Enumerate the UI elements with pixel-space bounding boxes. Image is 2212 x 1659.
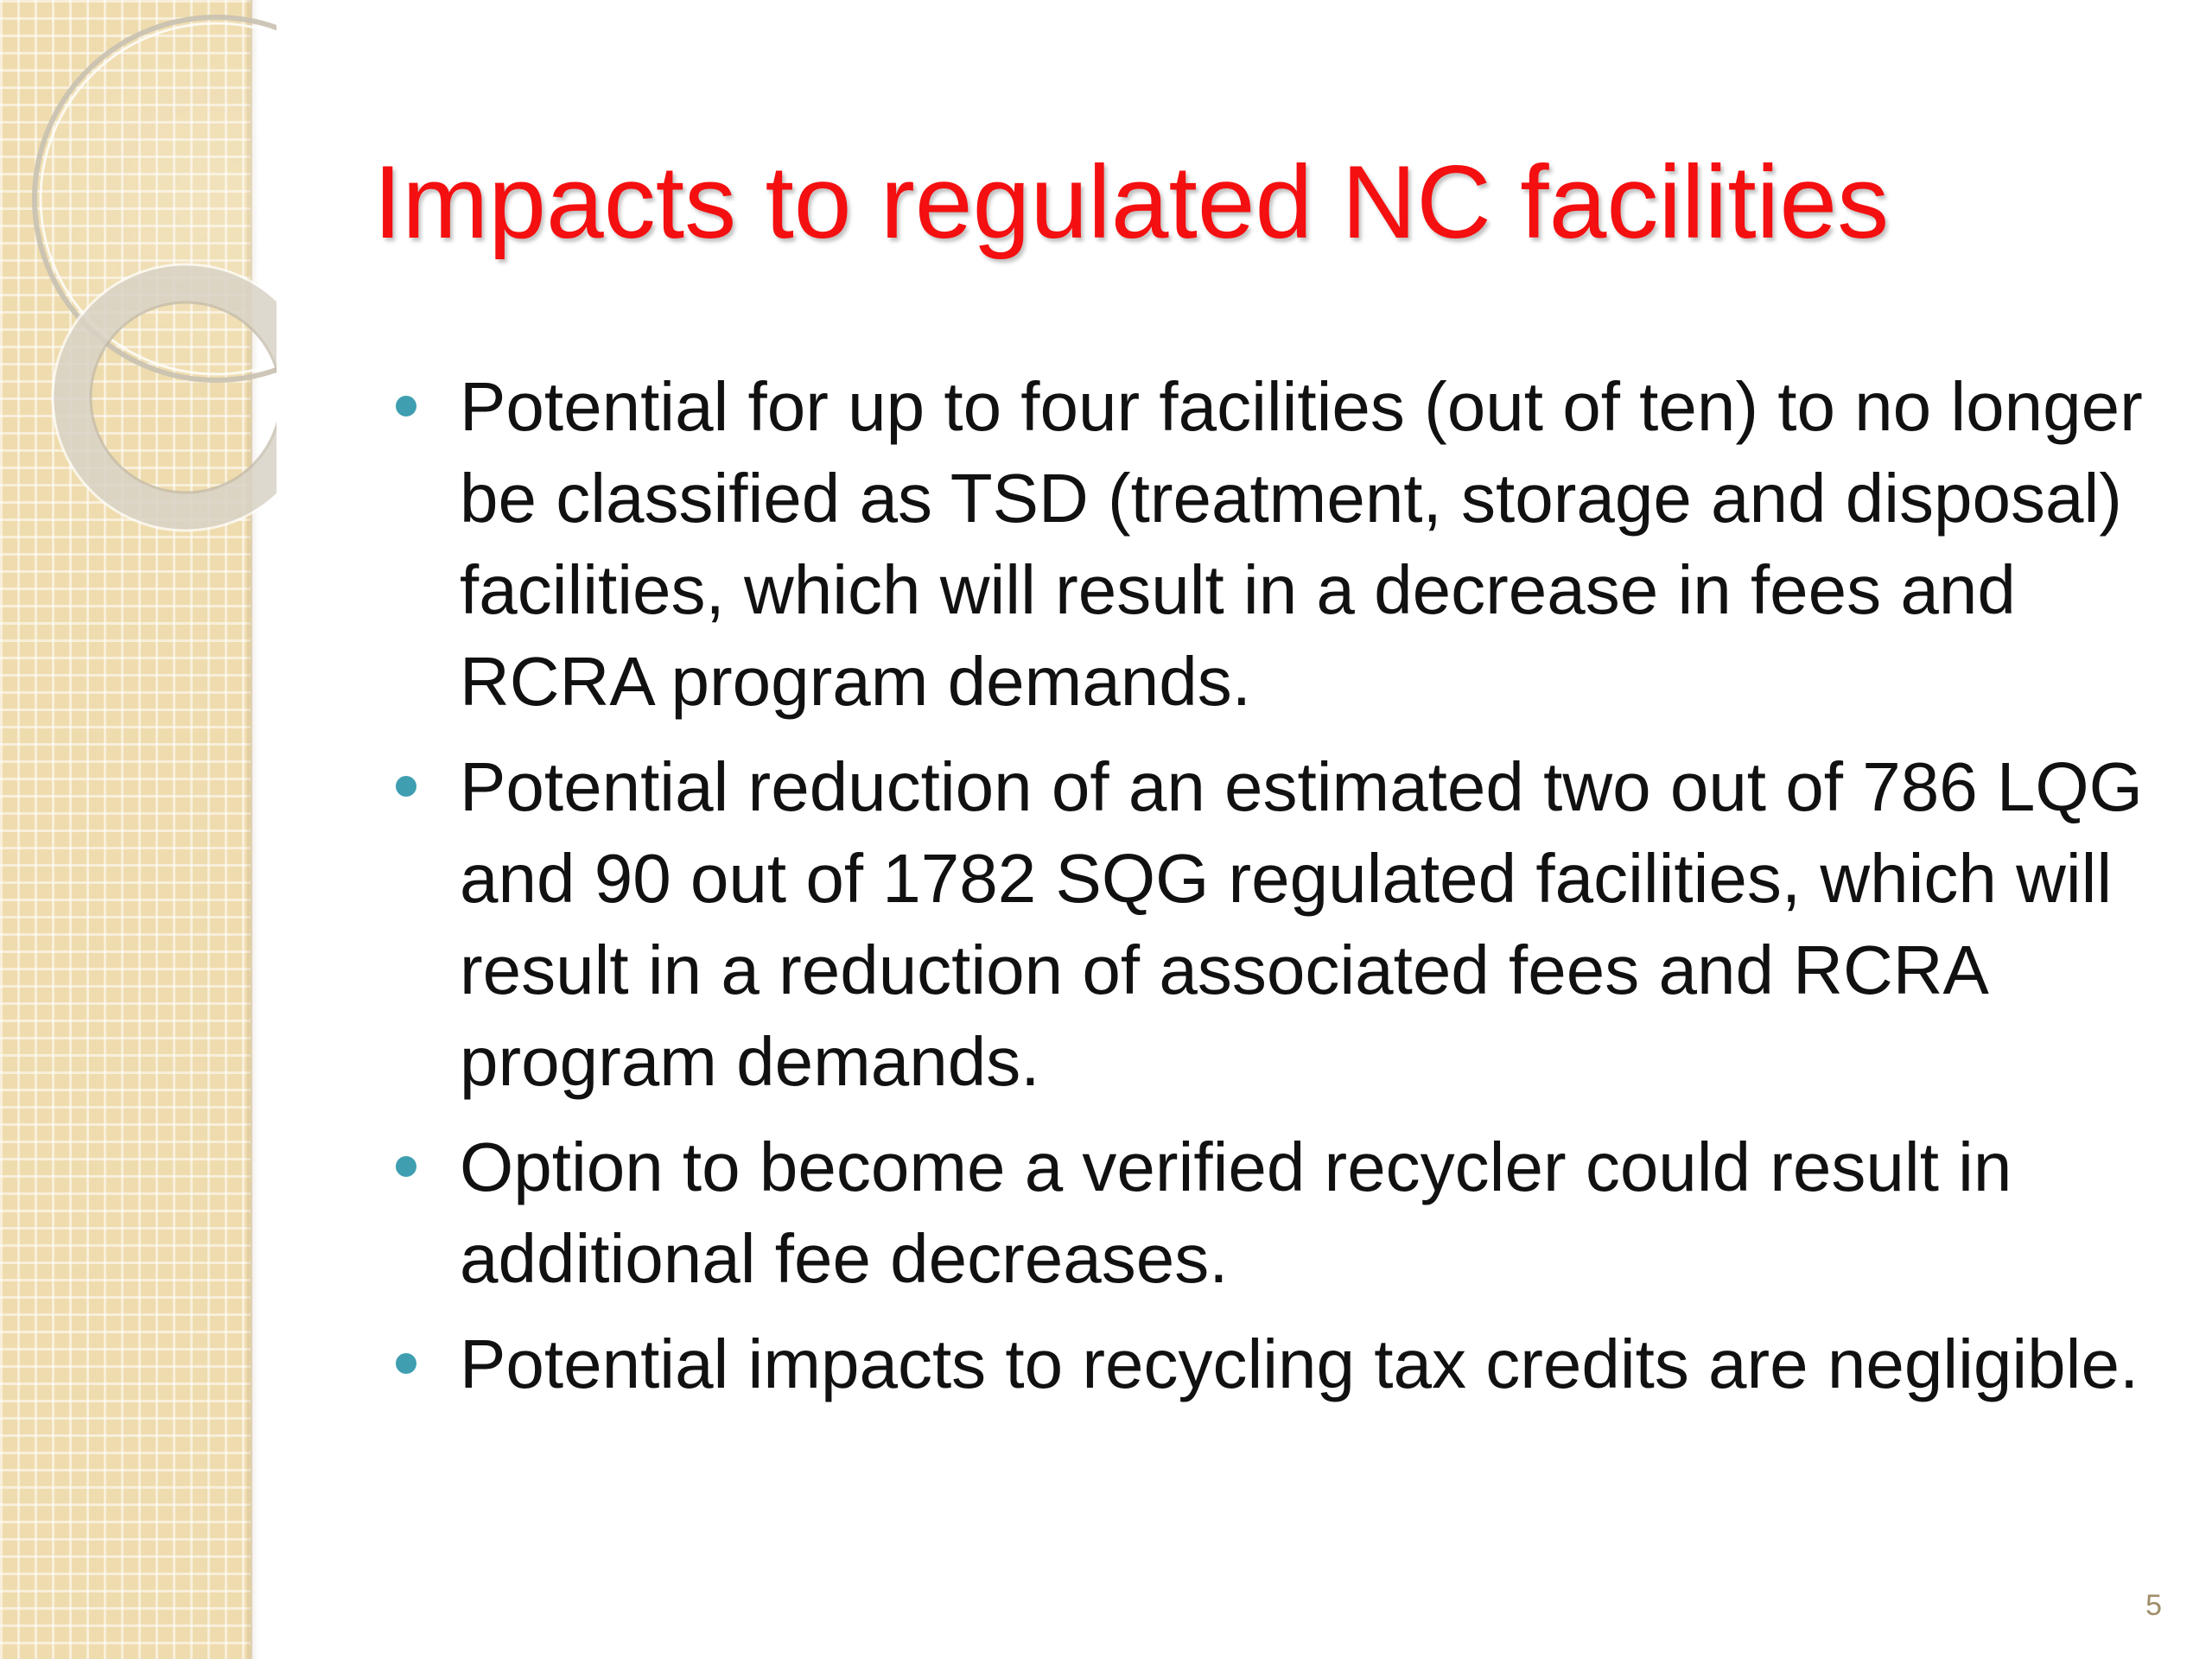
ring-ornament	[0, 0, 276, 605]
bullet-dot-icon	[396, 776, 416, 797]
bullet-item-tsd	[391, 361, 2162, 728]
bullet-dot-icon	[396, 396, 416, 416]
bullet-dot-icon	[396, 1156, 416, 1177]
bullet-list	[391, 361, 2162, 1424]
bullet-item-tax-credits	[391, 1319, 2162, 1410]
bullet-text: Potential for up to four facilities (out of ten) to no longer be classified as TSD (treatment, storage and disposal) facilities, which will result in a decrease in fees and RCRA program demands.	[460, 368, 2143, 720]
bullet-text: Potential reduction of an estimated two out of 786 LQG and 90 out of 1782 SQG regulated facilities, which will result in a reduction of associated fees and RCRA program demands.	[460, 748, 2143, 1100]
bullet-item-verified-recycler	[391, 1122, 2162, 1305]
bullet-text: Potential impacts to recycling tax credits are negligible.	[460, 1325, 2139, 1402]
bullet-item-lqg-sqg	[391, 741, 2162, 1108]
slide-page-number: 5	[2145, 1589, 2162, 1622]
slide-title: Impacts to regulated NC facilities	[373, 144, 1890, 260]
bullet-text: Option to become a verified recycler could result in additional fee decreases.	[460, 1128, 2012, 1297]
bullet-dot-icon	[396, 1353, 416, 1374]
